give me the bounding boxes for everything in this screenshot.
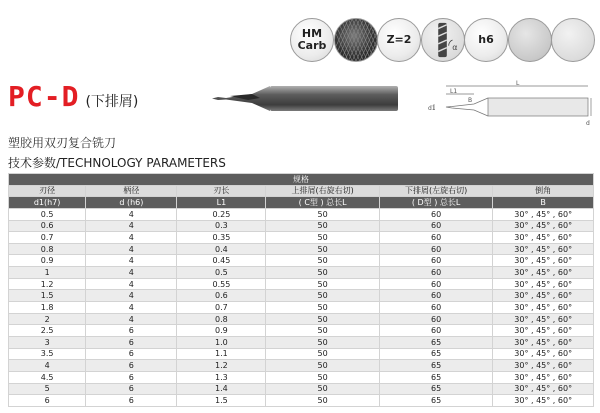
table-cell: 0.7 [177, 302, 266, 314]
table-cell: 50 [266, 395, 379, 407]
column-header: 上排屑(右旋右切) [266, 185, 379, 197]
column-unit: ( C型 ) 总长L [266, 197, 379, 209]
table-cell: 1.5 [9, 290, 86, 302]
table-cell: 1.8 [9, 302, 86, 314]
table-cell: 65 [379, 360, 492, 372]
table-cell: 6 [86, 383, 177, 395]
table-cell: 30° , 45° , 60° [493, 267, 594, 279]
table-row [9, 232, 594, 244]
table-cell: 60 [379, 267, 492, 279]
table-row [9, 255, 594, 267]
column-unit: d (h6) [86, 197, 177, 209]
tool-photo [200, 85, 400, 113]
badge-2 [377, 18, 421, 62]
table-cell: 30° , 45° , 60° [493, 220, 594, 232]
table-cell: 30° , 45° , 60° [493, 208, 594, 220]
table-cell: 0.25 [177, 208, 266, 220]
table-row [9, 220, 594, 232]
column-header: 倒角 [493, 185, 594, 197]
helix-flute-icon [421, 18, 465, 62]
table-cell: 60 [379, 325, 492, 337]
table-cell: 1.1 [177, 348, 266, 360]
table-cell: 50 [266, 290, 379, 302]
table-cell: 4 [86, 313, 177, 325]
table-cell: 6 [86, 395, 177, 407]
feature-badges [290, 18, 595, 64]
table-cell: 5 [9, 383, 86, 395]
table-cell: 3 [9, 336, 86, 348]
table-units-row [9, 197, 594, 209]
table-cell: 50 [266, 243, 379, 255]
table-cell: 50 [266, 313, 379, 325]
table-cell: 0.8 [177, 313, 266, 325]
badge-0 [290, 18, 334, 62]
table-body [9, 208, 594, 406]
table-cell: 1.2 [177, 360, 266, 372]
table-cell: 6 [86, 360, 177, 372]
carbide-texture-icon [334, 18, 378, 62]
table-header-row [9, 185, 594, 197]
table-cell: 50 [266, 383, 379, 395]
table-cell: 0.8 [9, 243, 86, 255]
table-cell: 30° , 45° , 60° [493, 325, 594, 337]
table-cell: 50 [266, 302, 379, 314]
table-cell: 4 [86, 220, 177, 232]
table-cell: 60 [379, 302, 492, 314]
table-cell: 0.4 [177, 243, 266, 255]
badge-4 [464, 18, 508, 62]
table-cell: 50 [266, 360, 379, 372]
table-cell: 2.5 [9, 325, 86, 337]
table-cell: 1.2 [9, 278, 86, 290]
table-cell: 0.5 [177, 267, 266, 279]
table-cell: 3.5 [9, 348, 86, 360]
product-model [8, 80, 138, 118]
table-row [9, 383, 594, 395]
table-cell: 65 [379, 371, 492, 383]
table-cell: 1.4 [177, 383, 266, 395]
dim-d-label: d [586, 120, 590, 127]
table-cell: 60 [379, 255, 492, 267]
table-cell: 30° , 45° , 60° [493, 232, 594, 244]
table-cell: 30° , 45° , 60° [493, 243, 594, 255]
table-cell: 0.7 [9, 232, 86, 244]
table-cell: 30° , 45° , 60° [493, 302, 594, 314]
table-group-header: 规格 [9, 174, 594, 186]
table-row [9, 336, 594, 348]
column-header: 刃长 [177, 185, 266, 197]
table-cell: 6 [86, 348, 177, 360]
table-cell: 50 [266, 336, 379, 348]
table-row [9, 371, 594, 383]
uncoated-icon [508, 18, 552, 62]
column-header: 刃径 [9, 185, 86, 197]
badge-label: h6 [478, 33, 494, 46]
table-row [9, 360, 594, 372]
column-unit: L1 [177, 197, 266, 209]
table-cell: 4 [86, 290, 177, 302]
table-cell: 60 [379, 220, 492, 232]
product-code: PC-D [8, 80, 80, 113]
table-cell: 50 [266, 278, 379, 290]
table-cell: 50 [266, 348, 379, 360]
table-cell: 4 [86, 302, 177, 314]
table-cell: 1 [9, 267, 86, 279]
table-cell: 0.6 [177, 290, 266, 302]
table-cell: 6 [86, 325, 177, 337]
table-cell: 4 [86, 255, 177, 267]
table-cell: 65 [379, 336, 492, 348]
table-cell: 4 [86, 243, 177, 255]
dim-l-label: L [516, 80, 520, 87]
table-cell: 60 [379, 278, 492, 290]
table-cell: 60 [379, 313, 492, 325]
table-cell: 30° , 45° , 60° [493, 360, 594, 372]
table-cell: 4.5 [9, 371, 86, 383]
table-cell: 6 [9, 395, 86, 407]
column-header: 下排屑(左旋右切) [379, 185, 492, 197]
table-cell: 0.6 [9, 220, 86, 232]
table-cell: 60 [379, 208, 492, 220]
column-unit: B [493, 197, 594, 209]
table-cell: 65 [379, 348, 492, 360]
table-row [9, 278, 594, 290]
table-cell: 0.9 [9, 255, 86, 267]
tool-dimension-diagram [428, 80, 593, 130]
table-row [9, 325, 594, 337]
column-unit: ( D型 ) 总长L [379, 197, 492, 209]
table-cell: 6 [86, 371, 177, 383]
table-cell: 30° , 45° , 60° [493, 313, 594, 325]
table-cell: 50 [266, 220, 379, 232]
table-cell: 0.35 [177, 232, 266, 244]
dim-d1-label: d1 [428, 105, 436, 112]
table-row [9, 395, 594, 407]
table-cell: 30° , 45° , 60° [493, 255, 594, 267]
product-name: 塑胶用双刃复合铣刀 [8, 136, 117, 150]
table-row [9, 290, 594, 302]
table-cell: 50 [266, 255, 379, 267]
table-cell: 30° , 45° , 60° [493, 371, 594, 383]
table-row [9, 267, 594, 279]
dim-l1-label: L1 [450, 88, 458, 95]
parameters-table [8, 173, 594, 407]
table-cell: 0.3 [177, 220, 266, 232]
table-cell: 30° , 45° , 60° [493, 278, 594, 290]
table-cell: 4 [86, 232, 177, 244]
badge-label: Z=2 [386, 33, 412, 46]
table-cell: 0.5 [9, 208, 86, 220]
table-cell: 4 [86, 267, 177, 279]
table-cell: 65 [379, 395, 492, 407]
table-cell: 50 [266, 371, 379, 383]
badge-label: HM Carb [297, 27, 327, 52]
table-cell: 0.45 [177, 255, 266, 267]
section-title: 技术参数/TECHNOLOGY PARAMETERS [8, 156, 226, 170]
table-cell: 4 [86, 208, 177, 220]
table-cell: 6 [86, 336, 177, 348]
helix-angle-label: α [452, 43, 458, 52]
table-cell: 50 [266, 267, 379, 279]
table-cell: 30° , 45° , 60° [493, 383, 594, 395]
dim-b-label: B [468, 97, 473, 104]
table-cell: 1.0 [177, 336, 266, 348]
table-cell: 2 [9, 313, 86, 325]
table-cell: 1.3 [177, 371, 266, 383]
bright-finish-icon [551, 18, 595, 62]
column-unit: d1(h7) [9, 197, 86, 209]
table-cell: 30° , 45° , 60° [493, 290, 594, 302]
table-row [9, 302, 594, 314]
table-cell: 4 [9, 360, 86, 372]
table-cell: 4 [86, 278, 177, 290]
table-row [9, 313, 594, 325]
table-cell: 60 [379, 243, 492, 255]
table-cell: 50 [266, 208, 379, 220]
product-subtitle: (下排屑) [85, 94, 139, 110]
column-header: 柄径 [86, 185, 177, 197]
table-cell: 1.5 [177, 395, 266, 407]
table-cell: 30° , 45° , 60° [493, 336, 594, 348]
table-cell: 0.55 [177, 278, 266, 290]
table-row [9, 348, 594, 360]
table-row [9, 243, 594, 255]
table-cell: 50 [266, 325, 379, 337]
table-cell: 50 [266, 232, 379, 244]
table-cell: 60 [379, 232, 492, 244]
table-cell: 30° , 45° , 60° [493, 348, 594, 360]
table-cell: 65 [379, 383, 492, 395]
table-cell: 30° , 45° , 60° [493, 395, 594, 407]
table-row [9, 208, 594, 220]
table-cell: 0.9 [177, 325, 266, 337]
table-cell: 60 [379, 290, 492, 302]
